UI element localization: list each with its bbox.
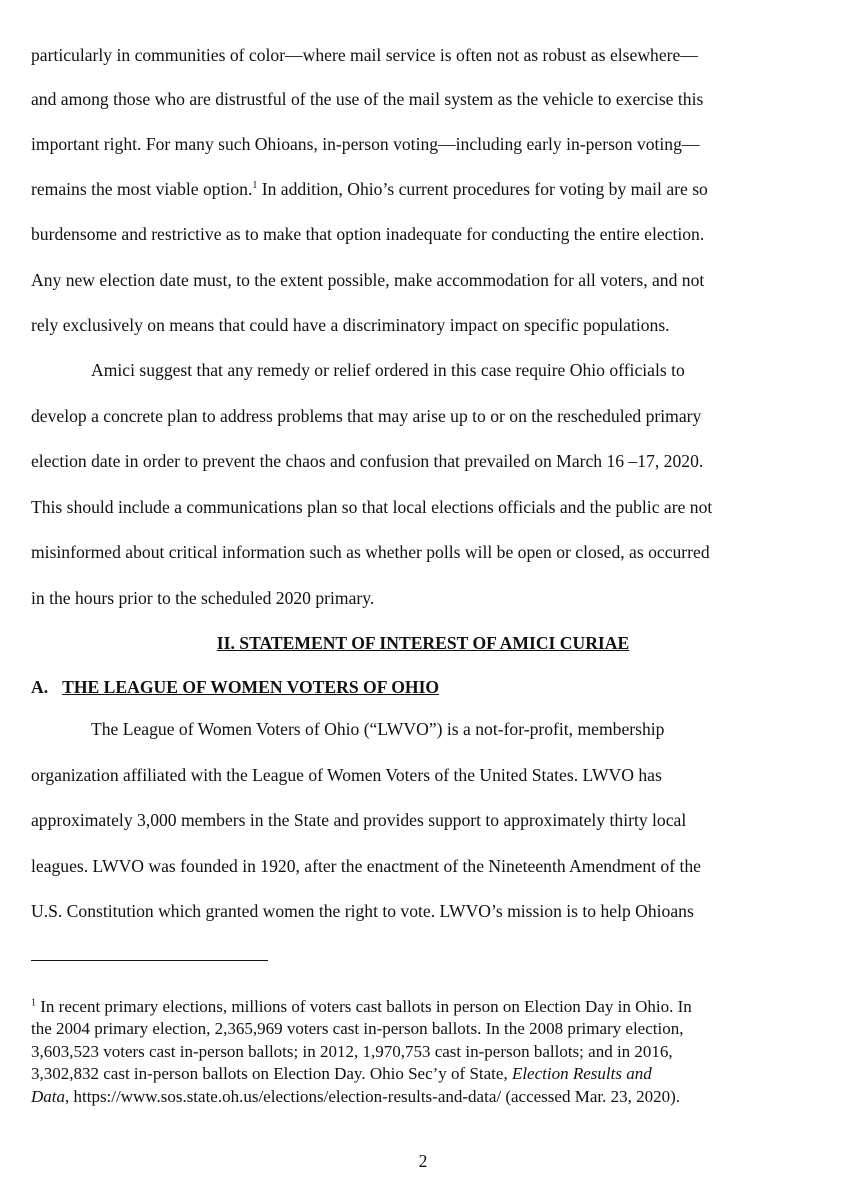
- footnote-line: [31, 996, 692, 1017]
- body-line: The League of Women Voters of Ohio (“LWVO”) is a not-for-profit, membership: [91, 719, 665, 739]
- subsection-letter: A.: [31, 677, 49, 697]
- body-text: remains the most viable option.: [31, 179, 253, 199]
- footnote-line: [31, 1086, 680, 1107]
- body-line: rely exclusively on means that could have a discriminatory impact on specific populations.: [31, 315, 670, 335]
- footnote-number: 1: [31, 997, 36, 1009]
- body-line: U.S. Constitution which granted women the right to vote. LWVO’s mission is to help Ohioans: [31, 901, 694, 921]
- body-line: burdensome and restrictive as to make that option inadequate for conducting the entire election.: [31, 224, 705, 244]
- footnote-citation-title: Data: [31, 1087, 65, 1106]
- body-line: in the hours prior to the scheduled 2020 primary.: [31, 588, 375, 608]
- footnote-citation-title: Election Results and: [511, 1064, 652, 1083]
- body-line: develop a concrete plan to address problems that may arise up to or on the rescheduled primary: [31, 406, 702, 426]
- body-line: organization affiliated with the League of Women Voters of the United States. LWVO has: [31, 765, 662, 785]
- body-line: Amici suggest that any remedy or relief ordered in this case require Ohio officials to: [91, 360, 685, 380]
- footnote-text: 3,302,832 cast in-person ballots on Election Day. Ohio Sec’y of State,: [31, 1064, 512, 1083]
- body-line: This should include a communications plan so that local elections officials and the public are not: [31, 497, 713, 517]
- body-line: election date in order to prevent the chaos and confusion that prevailed on March 16 –17, 2020.: [31, 451, 704, 471]
- body-line: important right. For many such Ohioans, in-person voting—including early in-person voting—: [31, 134, 700, 154]
- footnote-reference[interactable]: 1: [252, 180, 258, 192]
- page-number: 2: [418, 1151, 428, 1171]
- body-line: particularly in communities of color—where mail service is often not as robust as elsewhere—: [31, 45, 698, 65]
- footnote-divider: [31, 960, 268, 961]
- subsection-heading: [31, 676, 439, 698]
- footnote-url-text: , https://www.sos.state.oh.us/elections/election-results-and-data/ (accessed Mar. 23, 2020).: [65, 1087, 680, 1106]
- subsection-title: THE LEAGUE OF WOMEN VOTERS OF OHIO: [62, 677, 440, 697]
- body-line: Any new election date must, to the extent possible, make accommodation for all voters, and not: [31, 270, 705, 290]
- body-text: In addition, Ohio’s current procedures for voting by mail are so: [257, 179, 708, 199]
- footnote-line: [31, 1063, 652, 1084]
- footnote-line: 3,603,523 voters cast in-person ballots; in 2012, 1,970,753 cast in-person ballots; and in 2016,: [31, 1042, 673, 1061]
- body-line: [31, 178, 708, 200]
- footnote-line: the 2004 primary election, 2,365,969 voters cast in-person ballots. In the 2008 primary election,: [31, 1019, 684, 1038]
- body-line: and among those who are distrustful of the use of the mail system as the vehicle to exercise this: [31, 89, 704, 109]
- section-heading: II. STATEMENT OF INTEREST OF AMICI CURIAE: [216, 633, 630, 653]
- body-line: approximately 3,000 members in the State and provides support to approximately thirty local: [31, 810, 687, 830]
- footnote-text: In recent primary elections, millions of voters cast ballots in person on Election Day in Ohio. In: [36, 997, 692, 1016]
- body-line: misinformed about critical information such as whether polls will be open or closed, as occurred: [31, 542, 710, 562]
- body-line: leagues. LWVO was founded in 1920, after the enactment of the Nineteenth Amendment of the: [31, 856, 701, 876]
